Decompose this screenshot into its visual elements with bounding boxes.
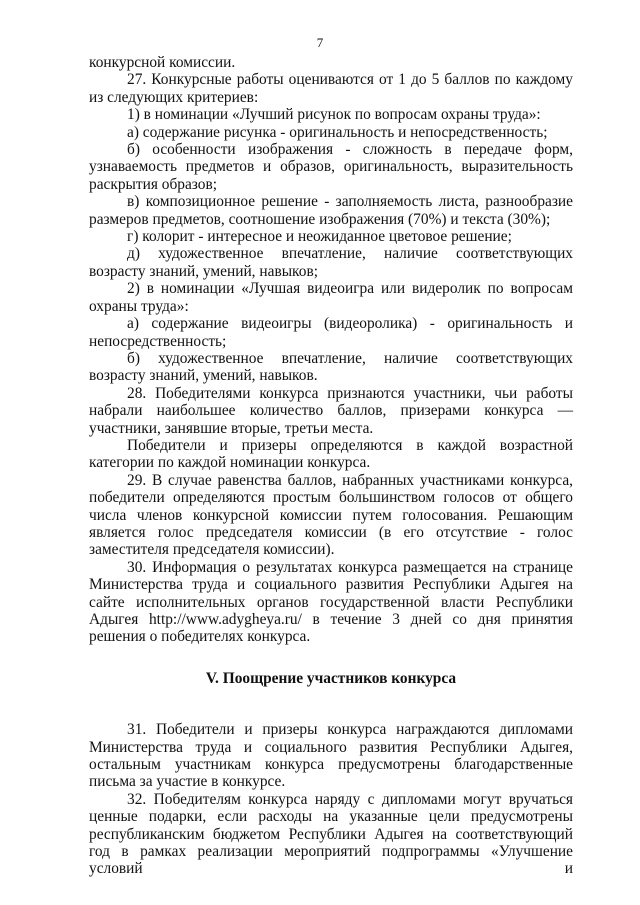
paragraph: г) колорит - интересное и неожиданное цветовое решение; bbox=[127, 228, 512, 246]
paragraph: 27. Конкурсные работы оцениваются от 1 до 5 баллов по каждому из следующих критериев: bbox=[89, 71, 573, 106]
paragraph: в) композиционное решение - заполняемость листа, разнообразие размеров предметов, соотношение изображения (70%) и текста (30%); bbox=[89, 193, 573, 228]
document-body bbox=[89, 54, 573, 878]
paragraph: б) особенности изображения - сложность в передаче форм, узнаваемость предметов и образов, оригинальность, выразительность раскрытия образов; bbox=[89, 141, 573, 193]
paragraph: 31. Победители и призеры конкурса награждаются дипломами Министерства труда и социального развития Республики Адыгея, остальным участникам конкурса предусмотрены благодарственные письма за участие в конкурсе. bbox=[89, 721, 573, 791]
paragraph: 30. Информация о результатах конкурса размещается на странице Министерства труда и социального развития Республики Адыгея на сайте исполнительных органов государственной власти Республики Адыгея http://www.adygheya.ru/ в течение 3 дней со дня принятия решения о победителях конкурса. bbox=[89, 558, 573, 646]
paragraph: 28. Победителями конкурса признаются участники, чьи работы набрали наибольшее количество баллов, призерами конкурса — участники, занявшие вторые, третьи места. bbox=[89, 384, 573, 437]
page-number: 7 bbox=[316, 35, 324, 50]
paragraph: конкурсной комиссии. bbox=[89, 54, 236, 71]
paragraph: 1) в номинации «Лучший рисунок по вопросам охраны труда»: bbox=[127, 106, 541, 124]
paragraph: Победители и призеры определяются в каждой возрастной категории по каждой номинации конкурса. bbox=[89, 436, 573, 472]
paragraph-continued: 32. Победителям конкурса наряду с дипломами могут вручаться ценные подарки, если расходы на указанные цели предусмотрены республиканским бюджетом Республики Адыгея на соответствующий год в рамках реализации мероприятий подпрограммы «Улучшение условий и bbox=[89, 790, 573, 878]
paragraph: д) художественное впечатление, наличие соответствующих возрасту знаний, умений, навыков; bbox=[89, 245, 573, 280]
paragraph: 29. В случае равенства баллов, набранных участниками конкурса, победители определяются простым большинством голосов от общего числа членов конкурсной комиссии путем голосования. Решающим является голос председателя комиссии (в его отсутствие - голос заместителя председателя комиссии). bbox=[89, 471, 573, 559]
paragraph: а) содержание видеоигры (видеоролика) - оригинальность и непосредственность; bbox=[89, 315, 573, 350]
paragraph: а) содержание рисунка - оригинальность и непосредственность; bbox=[127, 123, 548, 141]
section-heading: V. Поощрение участников конкурса bbox=[205, 669, 457, 687]
paragraph: 2) в номинации «Лучшая видеоигра или видеролик по вопросам охраны труда»: bbox=[89, 280, 573, 315]
paragraph: б) художественное впечатление, наличие соответствующих возрасту знаний, умений, навыков. bbox=[89, 349, 573, 385]
